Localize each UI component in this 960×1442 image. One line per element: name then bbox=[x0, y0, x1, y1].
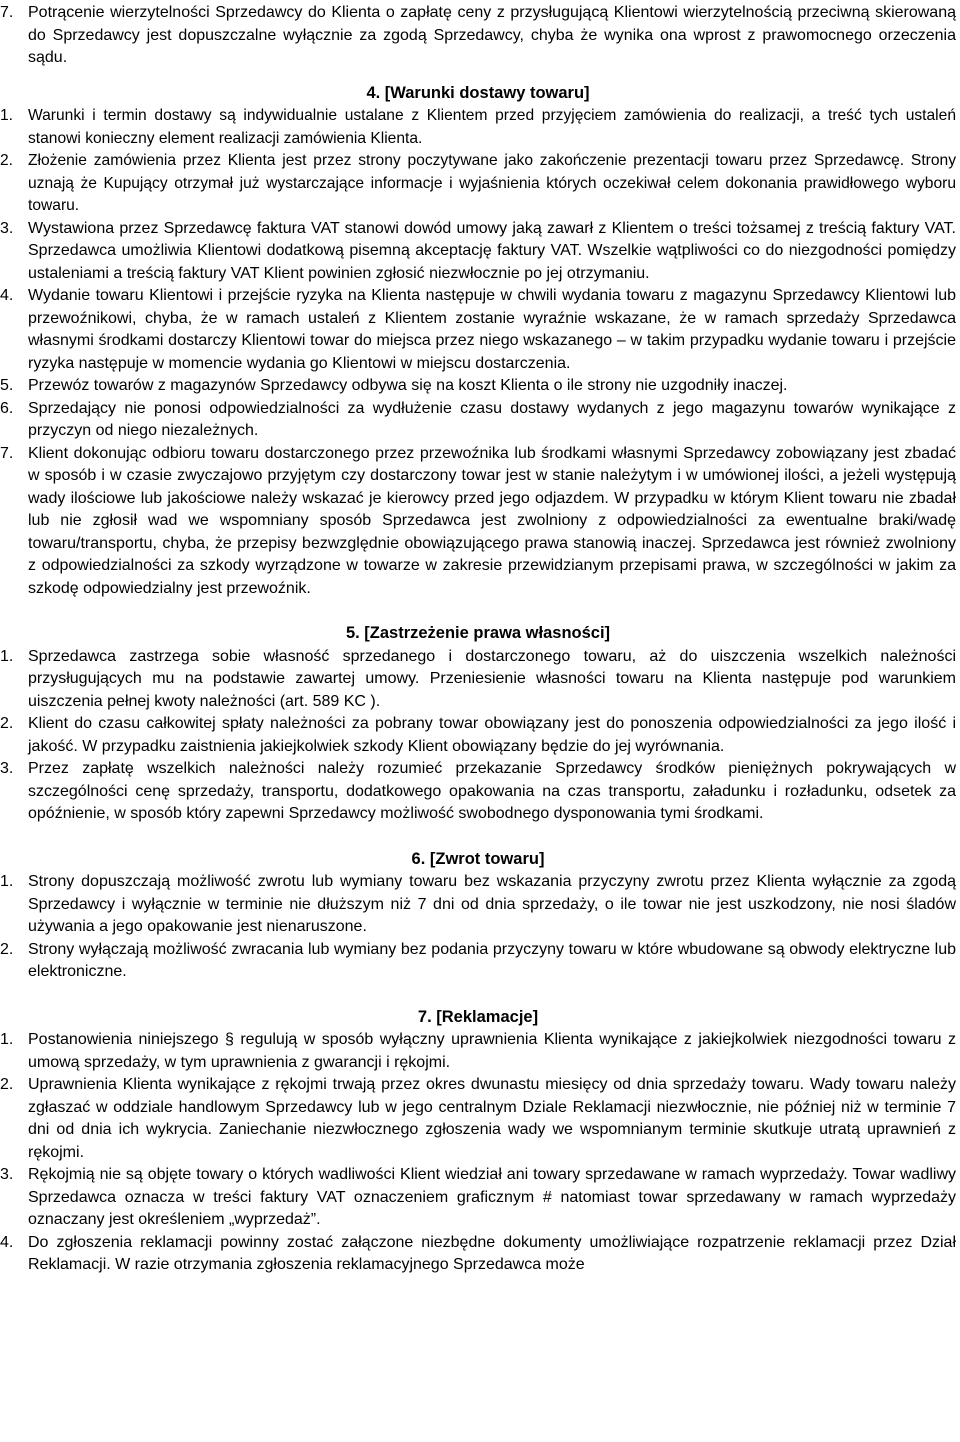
clause-number: 3. bbox=[0, 219, 14, 237]
clause-text: Sprzedający nie ponosi odpowiedzialności za wydłużenie czasu dostawy wydanych z jego magazynu towarów wynikające z przyczyn od niego niezależnych. bbox=[28, 399, 956, 439]
continued-clause-7 bbox=[0, 2, 956, 70]
clause-number: 2. bbox=[0, 1076, 14, 1093]
clause-text: Rękojmią nie są objęte towary o których wadliwości Klient wiedział ani towary sprzedawane w ramach wyprzedaży. Towar wadliwy Sprzedawca oznacza w treści faktury VAT oznaczeniem graficznym # natomiast towar sprzedawany w ramach wyprzedaży oznaczany jest określeniem „wyprzedaż”. bbox=[28, 1166, 956, 1228]
section-4-clause-5 bbox=[0, 375, 956, 398]
section-7-clause-3 bbox=[0, 1164, 956, 1232]
section-7-clause-4 bbox=[0, 1232, 956, 1277]
clause-text: Klient do czasu całkowitej spłaty należności za pobrany towar obowiązany jest do ponoszenia odpowiedzialności za jego ilość i jakość. W przypadku zaistnienia jakiejkolwiek szkody Klient obowiązany będzie do jej wyrównania. bbox=[28, 715, 956, 755]
clause-number: 4. bbox=[0, 287, 14, 304]
clause-text: Wystawiona przez Sprzedawcę faktura VAT stanowi dowód umowy jaką zawarł z Klientem o treści tożsamej z treścią faktury VAT. Sprzedawca umożliwia Klientowi dodatkową pisemną akceptację faktury VAT. Wszelkie wątpliwości co do niezgodności pomiędzy ustaleniami a treścią faktury VAT Klient powinien zgłosić niezwłocznie po jej otrzymaniu. bbox=[28, 219, 956, 282]
section-heading-7: 7. [Reklamacje] bbox=[417, 1007, 539, 1026]
section-4-clause-6 bbox=[0, 398, 956, 443]
section-4-clause-1 bbox=[0, 105, 956, 150]
clause-number: 7. bbox=[0, 4, 14, 21]
section-5-clause-1 bbox=[0, 646, 956, 714]
clause-number: 1. bbox=[0, 107, 14, 124]
clause-text: Potrącenie wierzytelności Sprzedawcy do Klienta o zapłatę ceny z przysługującą Klientowi wierzytelnością przeciwną skierowaną do Sprzedawcy jest dopuszczalne wyłącznie za zgodą Sprzedawcy, chyba że wynika ona wprost z prawomocnego orzeczenia sądu. bbox=[28, 4, 956, 66]
clause-text: Przez zapłatę wszelkich należności należy rozumieć przekazanie Sprzedawcy środków pieniężnych pokrywających w szczególności cenę sprzedaży, transportu, dodatkowego opakowania na czas transportu, załadunku i rozładunku, odsetek za opóźnienie, w sposób który zapewni Sprzedawcy możliwość swobodnego dysponowania tymi środkami. bbox=[28, 760, 956, 822]
clause-number: 2. bbox=[0, 715, 14, 732]
clause-text: Uprawnienia Klienta wynikające z rękojmi trwają przez okres dwunastu miesięcy od dnia sprzedaży towaru. Wady towaru należy zgłaszać w oddziale handlowym Sprzedawcy lub w jego centralnym Dziale Reklamacji niezwłocznie, nie później niż w terminie 7 dni od dnia ich wykrycia. Zaniechanie niezwłocznego zgłoszenia wady we wspomnianym terminie skutkuje utratą uprawnień z rękojmi. bbox=[28, 1076, 956, 1161]
clause-text: Przewóz towarów z magazynów Sprzedawcy odbywa się na koszt Klienta o ile strony nie uzgodniły inaczej. bbox=[28, 377, 788, 394]
clause-text: Do zgłoszenia reklamacji powinny zostać załączone niezbędne dokumenty umożliwiające rozpatrzenie reklamacji przez Dział Reklamacji. W razie otrzymania zgłoszenia reklamacyjnego Sprzedawca może bbox=[28, 1233, 956, 1273]
clause-number: 2. bbox=[0, 152, 14, 169]
clause-text: Klient dokonując odbioru towaru dostarczonego przez przewoźnika lub środkami własnymi Sprzedawcy zobowiązany jest zbadać w sposób i w czasie zwyczajowo przyjętym czy dostarczony towar jest w stanie należytym i w umówionej ilości, a jeżeli występują wady ilościowe lub jakościowe należy wskazać je kierowcy przed jego odjazdem. W przypadku w którym Klient towaru nie zbadał lub nie zgłosił wad we wspomniany sposób Sprzedawca jest zwolniony z odpowiedzialności za ewentualne braki/wadę towaru/transportu, chyba, że przepisy bezwzględnie obowiązującego prawa stanowią inaczej. Sprzedawca jest również zwolniony z odpowiedzialności za szkody wyrządzone w towarze w zakresie przewidzianym przepisami prawa, w szczególności w jakim za szkodę odpowiedzialny jest przewoźnik. bbox=[28, 444, 956, 597]
section-6-clause-1 bbox=[0, 871, 956, 939]
clause-text: Wydanie towaru Klientowi i przejście ryzyka na Klienta następuje w chwili wydania towaru z magazynu Sprzedawcy Klientowi lub przewoźnikowi, chyba, że w ramach ustaleń z Klientem zostanie wyraźnie wskazane, że w ramach sprzedaży Sprzedawca własnymi środkami dostarczy Klientowi towar do miejsca przez niego wskazanego – w takim przypadku wydanie towaru i przejście ryzyka następuje w momencie wydania go Klientowi w miejscu dostarczenia. bbox=[28, 287, 956, 372]
section-7-clause-1 bbox=[0, 1029, 956, 1074]
clause-text: Złożenie zamówienia przez Klienta jest przez strony poczytywane jako zakończenie prezentacji towaru przez Sprzedawcę. Strony uznają że Kupujący otrzymał już wystarczające informacje i wyjaśnienia których oczekiwał celem dokonania prawidłowego wyboru towaru. bbox=[28, 152, 956, 214]
section-7-clause-2 bbox=[0, 1074, 956, 1164]
section-heading-5: 5. [Zastrzeżenie prawa własności] bbox=[345, 624, 611, 642]
clause-text: Warunki i termin dostawy są indywidualnie ustalane z Klientem przed przyjęciem zamówienia do realizacji, a treść tych ustaleń stanowi konieczny element realizacji zamówienia Klienta. bbox=[28, 107, 956, 147]
section-heading-4: 4. [Warunki dostawy towaru] bbox=[366, 83, 590, 102]
clause-text: Strony wyłączają możliwość zwracania lub wymiany bez podania przyczyny towaru w które wbudowane są obwody elektryczne lub elektroniczne. bbox=[28, 940, 956, 980]
section-5-clause-2 bbox=[0, 713, 956, 758]
clause-text: Strony dopuszczają możliwość zwrotu lub wymiany towaru bez wskazania przyczyny zwrotu przez Klienta wyłącznie za zgodą Sprzedawcy i wyłącznie w terminie nie dłuższym niż 7 dni od dnia sprzedaży, o ile towar nie jest uszkodzony, nie nosi śladów używania a jego opakowanie jest nienaruszone. bbox=[28, 873, 956, 935]
section-4-clause-2 bbox=[0, 150, 956, 218]
clause-text: Sprzedawca zastrzega sobie własność sprzedanego i dostarczonego towaru, aż do uiszczenia wszelkich należności przysługujących mu na podstawie zawartej umowy. Przeniesienie własności towaru na Klienta następuje pod warunkiem uiszczenia pełnej kwoty należności (art. 589 KC ). bbox=[28, 647, 956, 710]
clause-text: Postanowienia niniejszego § regulują w sposób wyłączny uprawnienia Klienta wynikające z jakiejkolwiek niezgodności towaru z umową sprzedaży, w tym uprawnienia z gwarancji i rękojmi. bbox=[28, 1031, 956, 1071]
clause-number: 6. bbox=[0, 399, 14, 417]
clause-number: 1. bbox=[0, 647, 14, 665]
section-5-clause-3 bbox=[0, 758, 956, 826]
section-4-clause-4 bbox=[0, 285, 956, 375]
section-4-clause-7 bbox=[0, 443, 956, 601]
clause-number: 1. bbox=[0, 1031, 14, 1048]
clause-number: 3. bbox=[0, 1166, 14, 1183]
section-heading-6: 6. [Zwrot towaru] bbox=[411, 849, 545, 868]
section-4-clause-3 bbox=[0, 218, 956, 286]
clause-number: 7. bbox=[0, 444, 14, 462]
clause-number: 5. bbox=[0, 377, 14, 394]
clause-number: 1. bbox=[0, 873, 14, 890]
clause-number: 2. bbox=[0, 940, 14, 958]
clause-number: 3. bbox=[0, 760, 14, 777]
clause-number: 4. bbox=[0, 1233, 14, 1251]
section-6-clause-2 bbox=[0, 939, 956, 984]
